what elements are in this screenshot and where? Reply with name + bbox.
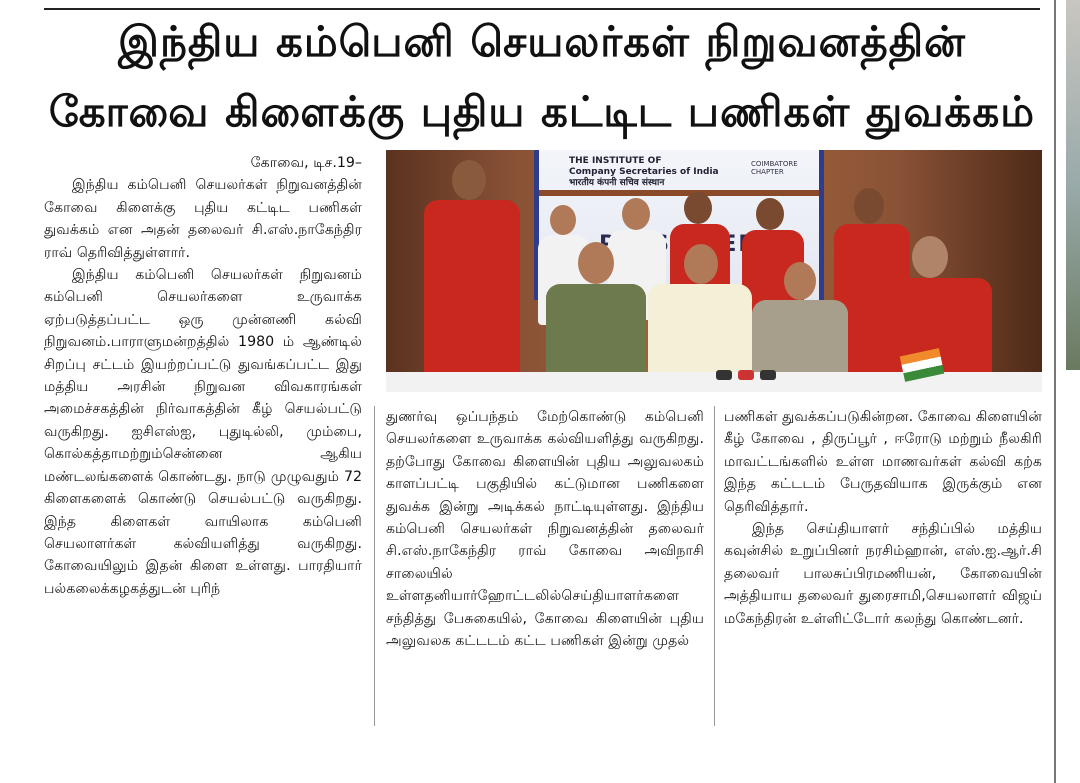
dateline: கோவை, டிச.19– [250,155,362,171]
paragraph: இந்த செய்தியாளர் சந்திப்பில் மத்திய கவுன்சில் உறுப்பினர் நரசிம்ஹான், எஸ்.ஐ.ஆர்.சி தலைவர் பாலசுப்பிரமணியன், கோவையின் அத்தியாய தலைவர் துரைசாமி,செயலாளர் விஜய் மகேந்திரன் உள்ளிட்டோர் கலந்து கொண்டனர். [724,521,1042,627]
headline-line-2: கோவை கிளைக்கு புதிய கட்டிட பணிகள் துவக்கம் [48,87,1036,136]
paragraph: இந்திய கம்பெனி செயலர்கள் நிறுவனத்தின் கோவை கிளைக்கு புதிய கட்டிட பணிகள் துவக்கம் என அதன் தலைவர் சி.எஸ்.நாகேந்திர ராவ் தெரிவித்துள்ளார். [44,177,362,261]
top-rule [44,8,1040,10]
banner-text: THE INSTITUTE OF Company Secretaries of India भारतीय कंपनी सचिव संस्थान [569,156,719,188]
banner-chapter: COIMBATORE CHAPTER [751,160,798,176]
microphone [716,370,732,380]
article-column-1 [44,152,362,600]
paragraph: துணர்வு ஒப்பந்தம் மேற்கொண்டு கம்பெனி செயலர்களை உருவாக்க கல்வியளித்து வருகிறது. தற்போது கோவை கிளையின் புதிய அலுவலகம் காளப்பட்டி பகுதியில் கட்டுமான பணிகளை துவக்க இன்று அடிக்கல் நாட்டியுள்ளது. இந்திய கம்பெனி செயலர்கள் நிறுவனத்தின் தலைவர் சி.எஸ்.நாகேந்திர ராவ் கோவை அவிநாசி சாலையில் உள்ளதனியார்ஹோட்டலில்செய்தியாளர்களை சந்தித்து பேசுகையில், கோவை கிளையின் புதிய அலுவலக கட்டடம் கட்ட பணிகள் இன்று முதல் [386,409,704,650]
column-divider [714,406,715,726]
column-rule-right [1054,0,1056,783]
microphone [760,370,776,380]
microphone [738,370,754,380]
press-table [386,372,1042,392]
press-meet-photo [386,150,1042,392]
banner-press-meet: MEET [697,232,773,257]
paragraph: இந்திய கம்பெனி செயலர்கள் நிறுவனம் கம்பெனி செயலர்களை உருவாக்க ஏற்படுத்தப்பட்ட ஒரு முன்னணி கல்வி நிறுவனம்.பாராளுமன்றத்தில் 1980 ம் ஆண்டில் சிறப்பு சட்டம் இயற்றப்பட்டு துவங்கப்பட்ட இது மத்திய அரசின் நிறுவன விவகாரங்கள் அமைச்சகத்தின் நிர்வாகத்தின் கீழ் செயல்பட்டு வருகிறது. ஐசிஎஸ்ஐ, புதுடில்லி, மும்பை, கொல்கத்தாமற்றும்சென்னை ஆகிய மண்டலங்களைக் கொண்டது. நாடு முழுவதும் 72 கிளைகளைக் கொண்டு செயல்பட்டு வருகிறது. இந்த கிளைகள் வாயிலாக கம்பெனி செயலாளர்கள் கல்வியளித்து வருகிறது. கோவையிலும் இதன் கிளை உள்ளது. பாரதியார் பல்கலைக்கழகத்துடன் புரிந் [44,267,362,597]
article-column-3 [724,406,1042,630]
column-divider [374,406,375,726]
article-column-2 [386,406,704,652]
paragraph: பணிகள் துவக்கப்படுகின்றன. கோவை கிளையின் கீழ் கோவை , திருப்பூர் , ஈரோடு மற்றும் நீலகிரி மாவட்டங்களில் உள்ள மாணவர்கள் கல்வி கற்க இந்த கட்டடம் பேருதவியாக இருக்கும் என தெரிவித்தார். [724,409,1042,515]
adjacent-photo-edge [1066,0,1080,370]
headline-line-1: இந்திய கம்பெனி செயலர்கள் நிறுவனத்தின் [118,17,966,66]
